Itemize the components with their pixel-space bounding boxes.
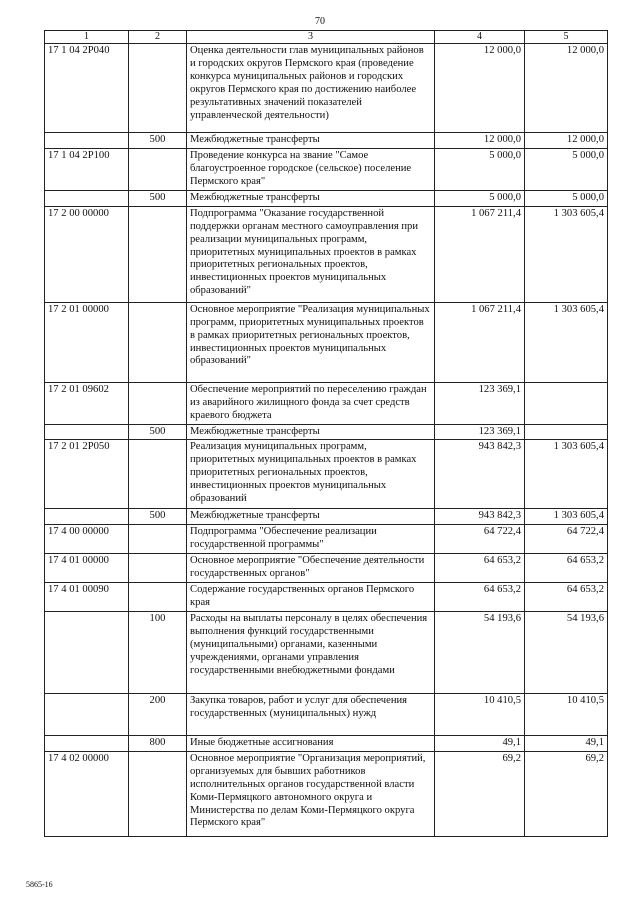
row-amount-year1-cell: 943 842,3 [435,509,525,525]
row-amount-year2-cell: 1 303 605,4 [525,440,608,509]
row-amount-year1-cell: 49,1 [435,735,525,751]
row-expense-type-cell [129,751,187,836]
row-expense-type-cell [129,554,187,583]
row-name-cell: Содержание государственных органов Пермского края [187,583,435,612]
row-code-cell: 17 4 02 00000 [45,751,129,836]
row-amount-year1-cell: 54 193,6 [435,611,525,693]
table-row [45,611,608,693]
row-amount-year1-cell: 1 067 211,4 [435,302,525,382]
row-amount-year2-cell: 49,1 [525,735,608,751]
row-expense-type-cell [129,44,187,133]
table-row [45,424,608,440]
row-expense-type-cell [129,583,187,612]
row-code-cell [45,693,129,735]
row-name-cell: Подпрограмма "Обеспечение реализации государственной программы" [187,525,435,554]
row-amount-year1-cell: 1 067 211,4 [435,206,525,302]
row-amount-year1-cell: 10 410,5 [435,693,525,735]
row-name-cell: Основное мероприятие "Обеспечение деятельности государственных органов" [187,554,435,583]
table-row [45,509,608,525]
row-amount-year2-cell [525,382,608,424]
row-amount-year1-cell: 123 369,1 [435,424,525,440]
row-name-cell: Реализация муниципальных программ, приоритетных муниципальных проектов в рамках приоритетных региональных проектов, инвестиционных проектов муниципальных образований [187,440,435,509]
column-header: 4 [435,31,525,44]
row-name-cell: Основное мероприятие "Организация мероприятий, организуемых для бывших работников исполнительных органов государственной власти Коми-Пермяцкого автономного округа и Министерства по делам Коми-Пермяцкого округа Пермского края" [187,751,435,836]
table-row [45,190,608,206]
row-amount-year2-cell: 64 653,2 [525,554,608,583]
row-code-cell: 17 4 01 00000 [45,554,129,583]
row-expense-type-cell [129,525,187,554]
row-expense-type-cell [129,206,187,302]
row-amount-year1-cell: 943 842,3 [435,440,525,509]
row-code-cell: 17 4 00 00000 [45,525,129,554]
row-code-cell [45,509,129,525]
table-header-row [45,31,608,44]
row-expense-type-cell: 200 [129,693,187,735]
row-amount-year1-cell: 12 000,0 [435,133,525,149]
row-name-cell: Основное мероприятие "Реализация муниципальных программ, приоритетных муниципальных проектов в рамках приоритетных региональных проектов, инвестиционных проектов муниципальных образований" [187,302,435,382]
row-amount-year1-cell: 5 000,0 [435,190,525,206]
row-expense-type-cell: 500 [129,424,187,440]
column-header: 5 [525,31,608,44]
row-name-cell: Обеспечение мероприятий по переселению граждан из аварийного жилищного фонда за счет средств краевого бюджета [187,382,435,424]
row-amount-year1-cell: 64 653,2 [435,554,525,583]
row-code-cell: 17 2 00 00000 [45,206,129,302]
row-amount-year2-cell: 69,2 [525,751,608,836]
table-row [45,302,608,382]
table-row [45,583,608,612]
row-expense-type-cell: 500 [129,509,187,525]
row-code-cell: 17 1 04 2Р040 [45,44,129,133]
table-row [45,133,608,149]
row-name-cell: Межбюджетные трансферты [187,509,435,525]
row-name-cell: Расходы на выплаты персоналу в целях обеспечения выполнения функций государственными (муниципальными) органами, казенными учреждениями, органами управления государственными внебюджетными фондами [187,611,435,693]
column-header: 2 [129,31,187,44]
table-row [45,751,608,836]
row-expense-type-cell [129,149,187,191]
row-amount-year1-cell: 5 000,0 [435,149,525,191]
row-amount-year2-cell [525,424,608,440]
row-amount-year2-cell: 64 722,4 [525,525,608,554]
column-header: 3 [187,31,435,44]
row-name-cell: Межбюджетные трансферты [187,424,435,440]
row-code-cell: 17 2 01 2Р050 [45,440,129,509]
row-name-cell: Оценка деятельности глав муниципальных районов и городских округов Пермского края (проведение конкурса муниципальных районов и городских округов Пермского края по достижению наиболее результативных значений показателей управленческой деятельности) [187,44,435,133]
row-expense-type-cell: 500 [129,133,187,149]
table-row [45,149,608,191]
row-amount-year1-cell: 64 653,2 [435,583,525,612]
page-number: 70 [315,16,325,27]
row-name-cell: Иные бюджетные ассигнования [187,735,435,751]
row-code-cell [45,735,129,751]
row-amount-year2-cell: 5 000,0 [525,190,608,206]
table-row [45,440,608,509]
row-amount-year2-cell: 12 000,0 [525,44,608,133]
row-amount-year1-cell: 69,2 [435,751,525,836]
row-expense-type-cell: 800 [129,735,187,751]
table-row [45,735,608,751]
row-name-cell: Закупка товаров, работ и услуг для обеспечения государственных (муниципальных) нужд [187,693,435,735]
row-name-cell: Проведение конкурса на звание "Самое благоустроенное городское (сельское) поселение Пермского края" [187,149,435,191]
row-amount-year2-cell: 10 410,5 [525,693,608,735]
row-amount-year2-cell: 1 303 605,4 [525,302,608,382]
row-name-cell: Межбюджетные трансферты [187,133,435,149]
row-code-cell [45,133,129,149]
column-header: 1 [45,31,129,44]
row-amount-year1-cell: 12 000,0 [435,44,525,133]
row-code-cell: 17 2 01 00000 [45,302,129,382]
table-row [45,525,608,554]
table-row [45,554,608,583]
table-row [45,44,608,133]
row-expense-type-cell: 100 [129,611,187,693]
row-name-cell: Подпрограмма "Оказание государственной поддержки органам местного самоуправления при реализации муниципальных программ, приоритетных муниципальных проектов в рамках приоритетных региональных проектов, инвестиционных проектов муниципальных образований" [187,206,435,302]
row-expense-type-cell [129,440,187,509]
row-amount-year1-cell: 64 722,4 [435,525,525,554]
row-amount-year2-cell: 5 000,0 [525,149,608,191]
row-amount-year2-cell: 1 303 605,4 [525,206,608,302]
row-expense-type-cell [129,382,187,424]
row-code-cell: 17 2 01 09602 [45,382,129,424]
table-row [45,206,608,302]
row-amount-year1-cell: 123 369,1 [435,382,525,424]
row-amount-year2-cell: 12 000,0 [525,133,608,149]
row-code-cell [45,424,129,440]
row-name-cell: Межбюджетные трансферты [187,190,435,206]
row-code-cell [45,611,129,693]
budget-table [44,30,608,837]
row-amount-year2-cell: 54 193,6 [525,611,608,693]
row-expense-type-cell [129,302,187,382]
row-amount-year2-cell: 1 303 605,4 [525,509,608,525]
row-code-cell: 17 4 01 00090 [45,583,129,612]
row-code-cell: 17 1 04 2Р100 [45,149,129,191]
document-footer-code: 5865-16 [26,880,53,889]
row-expense-type-cell: 500 [129,190,187,206]
table-row [45,382,608,424]
row-code-cell [45,190,129,206]
table-row [45,693,608,735]
row-amount-year2-cell: 64 653,2 [525,583,608,612]
